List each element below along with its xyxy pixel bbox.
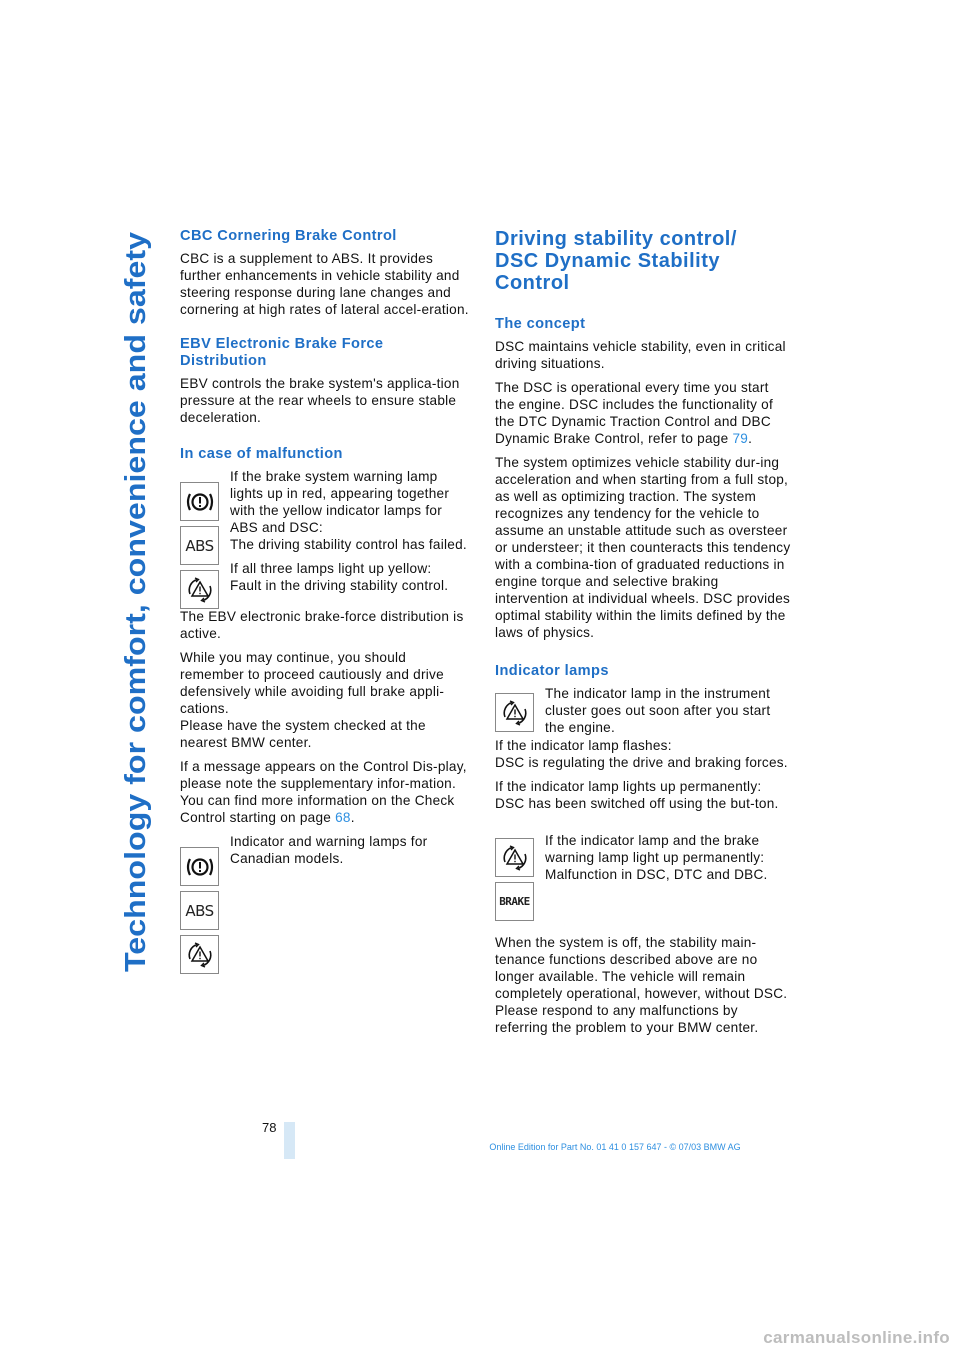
- dsc-malfunction-icon: [495, 838, 534, 877]
- ebv-text: EBV controls the brake system's applica-tion pressure at the rear wheels to ensure stable deceleration.: [180, 376, 460, 425]
- main-heading: [495, 228, 791, 294]
- more-info-period: .: [350, 810, 355, 825]
- malfunction-p1a: If the brake system warning lamp lights up in red, appearing together with the yellow indicator lamps for ABS and DSC:: [230, 469, 450, 535]
- sidebar-section-title: [98, 232, 158, 972]
- page-79-link[interactable]: 79: [732, 431, 749, 446]
- canadian-text: Indicator and warning lamps for Canadian models.: [230, 834, 428, 866]
- abs-icon-label: ABS: [185, 536, 214, 555]
- dsc-indicator-icon: [495, 693, 534, 732]
- main-heading-line-1: Driving stability control/: [495, 228, 737, 250]
- lamps-p1: The indicator lamp in the instrument cluster goes out soon after you start the engine.: [545, 686, 771, 735]
- right-column: [495, 228, 791, 1043]
- left-column: [180, 228, 472, 979]
- page-number: 78: [262, 1120, 277, 1135]
- malfunction-p2a: If all three lamps light up yellow:: [230, 561, 432, 576]
- dsc-brake-icon-stack: [495, 838, 536, 926]
- concept-p3: The system optimizes vehicle stability dur-ing acceleration and when starting from a full stop, as well as optimizing traction. The system recognizes any tendency for the vehicle to assume an unstable attitude such as oversteer or understeer; it then counteracts this tendency with a combina-tion of graduated reductions in engine torque and selective braking intervention at individual wheels. DSC provides optimal stability within the limits defined by the laws of physics.: [495, 455, 791, 640]
- brake-warning-lamp-icon: [180, 482, 219, 521]
- lamps-p2a: If the indicator lamp flashes:: [495, 738, 672, 753]
- malfunction-p1b: The driving stability control has failed.: [230, 537, 467, 552]
- indicator-icon-stack: [495, 693, 536, 737]
- malfunction-heading: In case of malfunction: [180, 446, 343, 462]
- indicator-lamp-block: [495, 685, 791, 737]
- lamps-p2b: DSC is regulating the drive and braking forces.: [495, 755, 788, 770]
- page-marker-bar: [284, 1122, 295, 1159]
- indicator-lamps-heading: Indicator lamps: [495, 663, 609, 679]
- concept-p2-text: The DSC is operational every time you start the engine. DSC includes the functionality of the DTC Dynamic Traction Control and DBC Dynamic Brake Control, refer to page: [495, 380, 774, 446]
- more-info-text: [180, 792, 472, 826]
- canadian-abs-label: ABS: [185, 901, 214, 920]
- cbc-text: CBC is a supplement to ABS. It provides further enhancements in vehicle stability and steering response during lane changes and cornering at high rates of lateral accel-eration.: [180, 251, 469, 317]
- canadian-brake-warning-icon: [180, 847, 219, 886]
- main-heading-line-3: Control: [495, 272, 570, 294]
- system-off-text: When the system is off, the stability main-tenance functions described above are no longer available. The vehicle will remain completely operational, however, without DSC.: [495, 935, 788, 1001]
- more-info-label: You can find more information on the Check Control starting on page: [180, 793, 455, 825]
- check-text: Please have the system checked at the nearest BMW center.: [180, 718, 426, 750]
- ebv-active-text: The EBV electronic brake-force distribution is active.: [180, 609, 464, 641]
- brake-icon-label: BRAKE: [499, 895, 530, 908]
- ebv-heading: EBV Electronic Brake Force Distribution: [180, 336, 384, 369]
- canadian-icon-stack: [180, 847, 221, 979]
- footer-edition-text: Online Edition for Part No. 01 41 0 157 647 - © 07/03 BMW AG: [489, 1142, 741, 1152]
- respond-text: Please respond to any malfunctions by referring the problem to your BMW center.: [495, 1003, 759, 1035]
- lamps-p4b: Malfunction in DSC, DTC and DBC.: [545, 867, 768, 882]
- malfunction-text: [230, 468, 472, 594]
- main-heading-line-2: DSC Dynamic Stability: [495, 250, 721, 272]
- concept-heading: The concept: [495, 316, 586, 332]
- concept-p2-period: .: [748, 431, 753, 446]
- malfunction-p2b: Fault in the driving stability control.: [230, 578, 449, 593]
- canadian-text-block: [230, 833, 472, 874]
- concept-p2: [495, 379, 791, 447]
- cbc-heading: CBC Cornering Brake Control: [180, 228, 397, 244]
- canadian-lamps-block: [180, 833, 472, 979]
- footer: [0, 1142, 960, 1152]
- sidebar-title-text: Technology for comfort, convenience and safety: [120, 305, 152, 972]
- canadian-abs-icon: [180, 891, 219, 930]
- dsc-brake-text: [545, 832, 791, 890]
- dsc-brake-lamps-block: [495, 832, 791, 926]
- page-68-link[interactable]: 68: [335, 810, 351, 825]
- lamps-p3: If the indicator lamp lights up permanently: DSC has been switched off using the but-ton.: [495, 779, 779, 811]
- abs-lamp-icon: [180, 526, 219, 565]
- watermark: carmanualsonline.info: [763, 1328, 950, 1347]
- dsc-lamp-icon: [180, 570, 219, 609]
- continue-text: While you may continue, you should remember to proceed cautiously and drive defensively while avoiding full brake appli-cations.: [180, 650, 445, 716]
- message-text: If a message appears on the Control Dis-play, please note the supplementary infor-mation.: [180, 759, 467, 791]
- indicator-lamp-text: [545, 685, 791, 736]
- lamps-p4a: If the indicator lamp and the brake warning lamp light up permanently:: [545, 833, 765, 865]
- concept-p1: DSC maintains vehicle stability, even in critical driving situations.: [495, 339, 786, 371]
- brake-lamp-icon: [495, 882, 534, 921]
- canadian-dsc-icon: [180, 935, 219, 974]
- malfunction-icon-stack: [180, 482, 221, 614]
- malfunction-lamps-block: [180, 468, 472, 614]
